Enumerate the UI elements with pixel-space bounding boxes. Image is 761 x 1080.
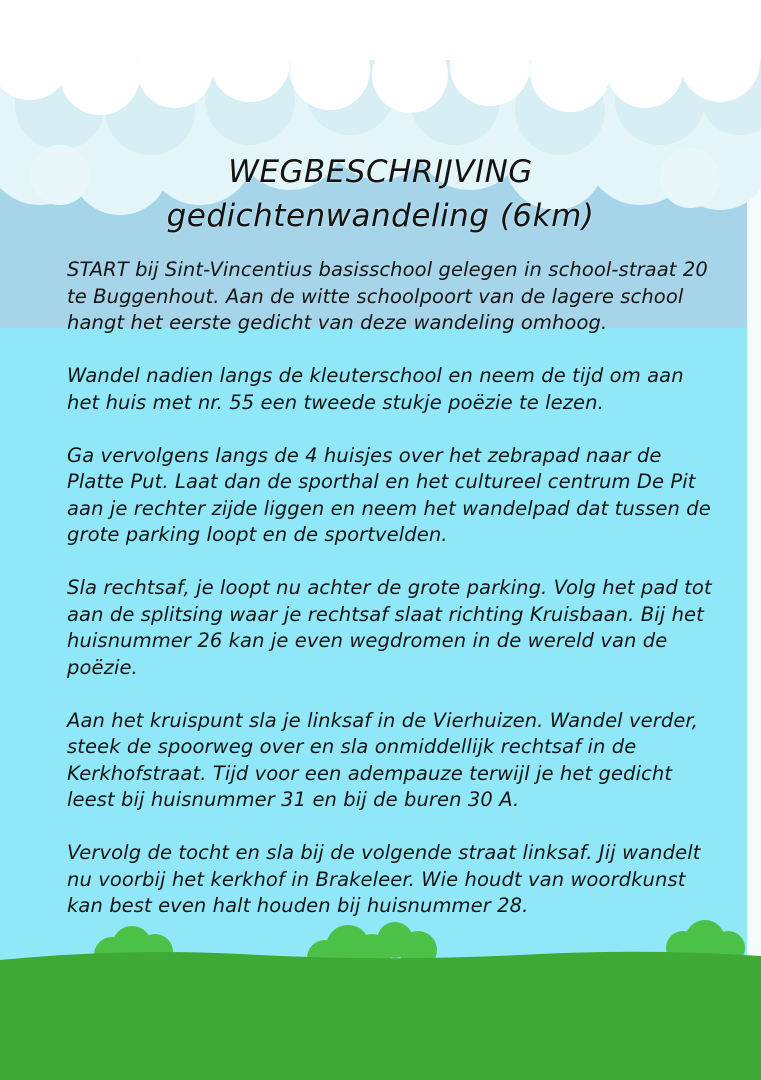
title-subtitle: gedichtenwandeling (6km) (166, 198, 595, 234)
paragraph-start: START bij Sint-Vincentius basisschool gelegen in school-straat 20 te Buggenhout. Aan de witte schoolpoort van de lagere school hangt het eerste gedicht van deze wandeling omhoog. (67, 258, 708, 334)
paragraph-kruisbaan: Sla rechtsaf, je loopt nu achter de grote parking. Volg het pad tot aan de splitsing waar je rechtsaf slaat richting Kruisbaan. Bij het huisnummer 26 kan je even wegdromen in de wereld van de poëzie. (67, 576, 712, 679)
page-title (0, 150, 761, 238)
paragraph-platte-put: Ga vervolgens langs de 4 huisjes over het zebrapad naar de Platte Put. Laat dan de sporthal en het cultureel centrum De Pit aan je rechter zijde liggen en neem het wandelpad dat tussen de grote parking loopt en de sportvelden. (67, 443, 711, 546)
grass-field (0, 952, 761, 1080)
title-main: WEGBESCHRIJVING (228, 154, 533, 190)
paragraph-kerkhofstraat: Aan het kruispunt sla je linksaf in de Vierhuizen. Wandel verder, steek de spoorweg over en sla onmiddellijk rechtsaf in de Kerkhofstraat. Tijd voor een adempauze terwijl je het gedicht leest bij huisnummer 31 en bij de buren 30 A. (67, 708, 699, 811)
paragraph-brakeleer: Vervolg de tocht en sla bij de volgende straat linksaf. Jij wandelt nu voorbij het kerkhof in Brakeleer. Wie houdt van woordkunst kan best even halt houden bij huisnummer 28. (67, 841, 701, 917)
cloud-layer-front (0, 0, 761, 115)
paragraph-kleuterschool: Wandel nadien langs de kleuterschool en neem de tijd om aan het huis met nr. 55 een tweede stukje poëzie te lezen. (67, 364, 684, 414)
directions-text (67, 257, 717, 946)
